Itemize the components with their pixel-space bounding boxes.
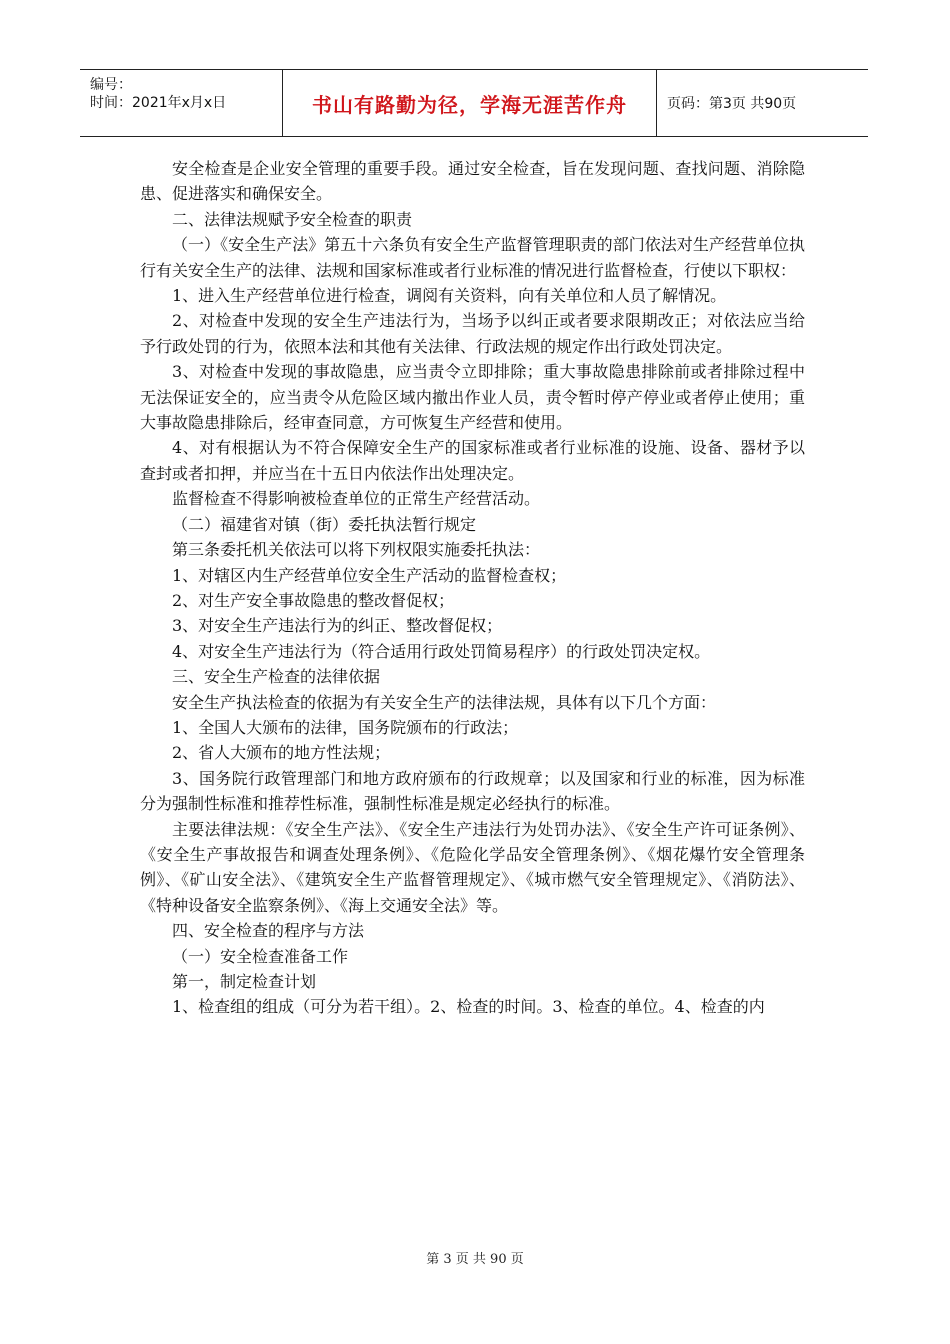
document-body [140, 156, 805, 1020]
header-motto: 书山有路勤为径，学海无涯苦作舟 [312, 92, 627, 117]
list-item: 3、对安全生产违法行为的纠正、整改督促权； [172, 616, 503, 636]
subsection-heading: （一）安全检查准备工作 [172, 946, 349, 966]
header-meta [80, 70, 283, 136]
paragraph: 主要法律法规：《安全生产法》、《安全生产违法行为处罚办法》、《安全生产许可证条例》、《安全生产事故报告和调查处理条例》、《危险化学品安全管理条例》、《烟花爆竹安全管理条例》、《矿山安全法》、《建筑安全生产监督管理规定》、《城市燃气安全管理规定》、《消防法》、《特种设备安全监察条例》、《海上交通安全法》等。 [140, 819, 805, 915]
header-page-cell [657, 70, 868, 136]
list-item: 2、对检查中发现的安全生产违法行为，当场予以纠正或者要求限期改正；对依法应当给予行政处罚的行为，依照本法和其他有关法律、行政法规的规定作出行政处罚决定。 [140, 311, 805, 356]
page-header [80, 69, 868, 137]
section-heading: 二、法律法规赋予安全检查的职责 [172, 209, 413, 229]
header-page-code: 页码：第3页 共90页 [667, 96, 797, 112]
list-item: 3、国务院行政管理部门和地方政府颁布的行政规章；以及国家和行业的标准，因为标准分为强制性标准和推荐性标准，强制性标准是规定必经执行的标准。 [140, 768, 805, 814]
list-item: 1、检查组的组成（可分为若干组）。2、检查的时间。3、检查的单位。4、检查的内 [172, 997, 765, 1017]
list-item: 1、对辖区内生产经营单位安全生产活动的监督检查权； [172, 565, 567, 585]
paragraph: 监督检查不得影响被检查单位的正常生产经营活动。 [172, 489, 541, 509]
list-item: 3、对检查中发现的事故隐患，应当责令立即排除；重大事故隐患排除前或者排除过程中无法保证安全的，应当责令从危险区域内撤出作业人员，责令暂时停产停业或者停止使用；重大事故隐患排除后，经审查同意，方可恢复生产经营和使用。 [140, 362, 805, 433]
paragraph: 第一，制定检查计划 [172, 972, 317, 991]
list-item: 1、全国人大颁布的法律，国务院颁布的行政法； [172, 717, 519, 737]
section-heading: 三、安全生产检查的法律依据 [172, 667, 381, 687]
list-item: 2、对生产安全事故隐患的整改督促权； [172, 590, 455, 610]
page-footer: 第 3 页 共 90 页 [426, 1252, 524, 1267]
paragraph: 安全检查是企业安全管理的重要手段。通过安全检查，旨在发现问题、查找问题、消除隐患、促进落实和确保安全。 [140, 159, 805, 204]
section-heading: 四、安全检查的程序与方法 [172, 921, 365, 941]
paragraph: 安全生产执法检查的依据为有关安全生产的法律法规，具体有以下几个方面： [172, 692, 717, 712]
paragraph: （一）《安全生产法》第五十六条负有安全生产监督管理职责的部门依法对生产经营单位执行有关安全生产的法律、法规和国家标准或者行业标准的情况进行监督检查，行使以下职权： [140, 235, 805, 280]
list-item: 2、省人大颁布的地方性法规； [172, 743, 391, 763]
paragraph: 第三条委托机关依法可以将下列权限实施委托执法： [172, 540, 541, 560]
list-item: 1、进入生产经营单位进行检查，调阅有关资料，向有关单位和人员了解情况。 [172, 286, 727, 306]
list-item: 4、对安全生产违法行为（符合适用行政处罚简易程序）的行政处罚决定权。 [172, 641, 711, 661]
document-date-label: 时间：2021年x月x日 [90, 95, 227, 111]
list-item: 4、对有根据认为不符合保障安全生产的国家标准或者行业标准的设施、设备、器材予以查封或者扣押，并应当在十五日内依法作出处理决定。 [140, 438, 805, 483]
subsection-heading: （二）福建省对镇（街）委托执法暂行规定 [172, 514, 477, 534]
document-number-label: 编号： [90, 77, 132, 93]
header-motto-cell [283, 70, 657, 136]
